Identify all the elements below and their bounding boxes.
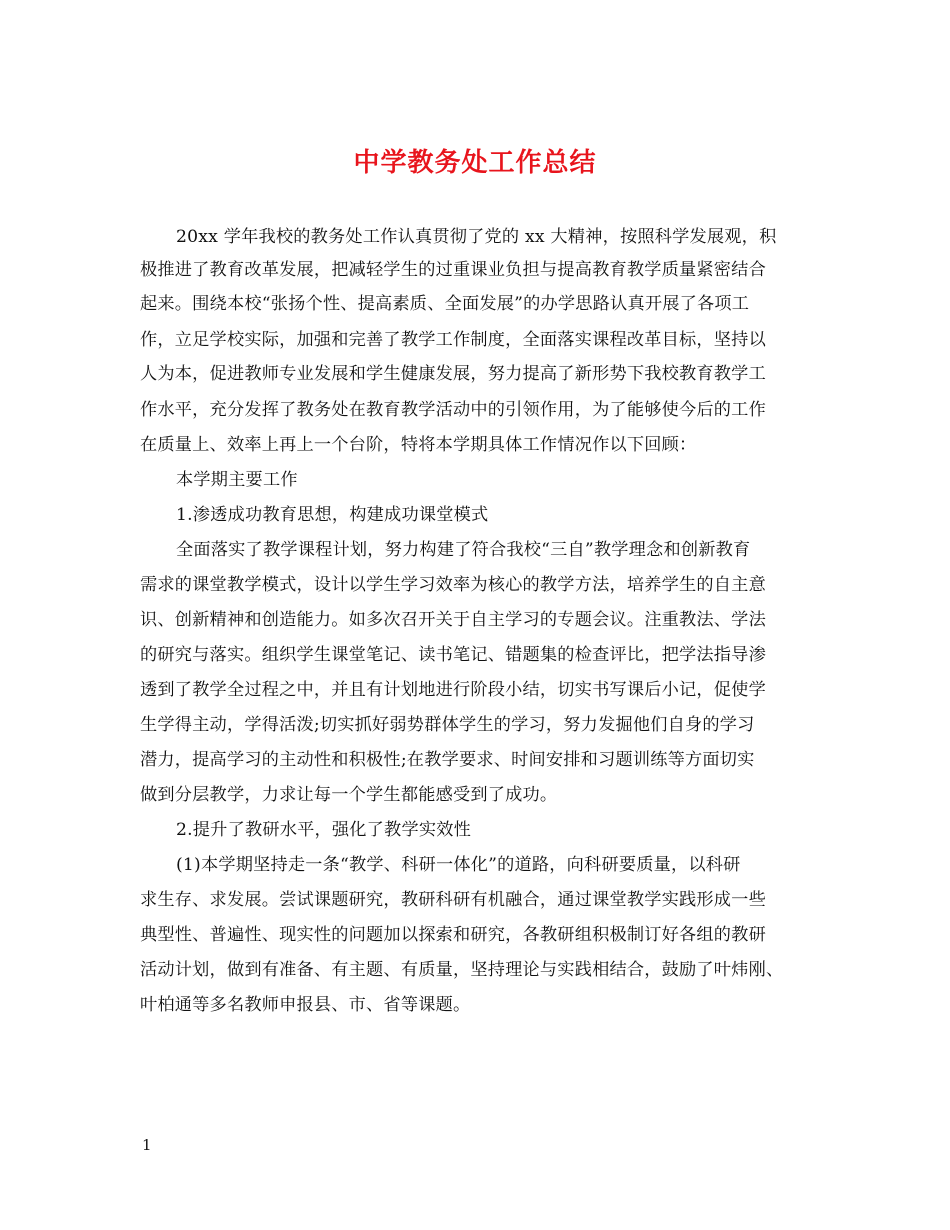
paragraph-line: 生学得主动，学得活泼;切实抓好弱势群体学生的学习，努力发掘他们自身的学习 xyxy=(140,715,755,735)
paragraph-line: 识、创新精神和创造能力。如多次召开关于自主学习的专题会议。注重教法、学法 xyxy=(140,610,766,630)
paragraph-line: 作，立足学校实际，加强和完善了教学工作制度，全面落实课程改革目标，坚持以 xyxy=(140,330,766,350)
paragraph-line: 做到分层教学，力求让每一个学生都能感受到了成功。 xyxy=(140,785,558,805)
paragraph-line: 全面落实了教学课程计划，努力构建了符合我校“三自”教学理念和创新教育 xyxy=(176,540,751,560)
paragraph-line: 的研究与落实。组织学生课堂笔记、读书笔记、错题集的检查评比，把学法指导渗 xyxy=(140,645,766,665)
paragraph-line: 在质量上、效率上再上一个台阶，特将本学期具体工作情况作以下回顾： xyxy=(140,435,697,455)
paragraph-line: 需求的课堂教学模式，设计以学生学习效率为核心的教学方法，培养学生的自主意 xyxy=(140,575,766,595)
page-number: 1 xyxy=(142,1136,152,1154)
paragraph-line: 20xx 学年我校的教务处工作认真贯彻了党的 xx 大精神，按照科学发展观，积 xyxy=(176,227,777,247)
section-heading: 2.提升了教研水平，强化了教学实效性 xyxy=(176,820,472,840)
paragraph-line: 求生存、求发展。尝试课题研究，教研科研有机融合，通过课堂教学实践形成一些 xyxy=(140,890,766,910)
paragraph-line: (1)本学期坚持走一条“教学、科研一体化”的道路，向科研要质量，以科研 xyxy=(176,855,741,875)
paragraph-line: 起来。围绕本校“张扬个性、提高素质、全面发展”的办学思路认真开展了各项工 xyxy=(140,294,750,314)
paragraph-line: 人为本，促进教师专业发展和学生健康发展，努力提高了新形势下我校教育教学工 xyxy=(140,364,766,384)
paragraph-line: 作水平，充分发挥了教务处在教育教学活动中的引领作用，为了能够使今后的工作 xyxy=(140,400,766,420)
paragraph-line: 叶柏通等多名教师申报县、市、省等课题。 xyxy=(140,995,471,1015)
document-title: 中学教务处工作总结 xyxy=(353,148,597,178)
section-heading: 1.渗透成功教育思想，构建成功课堂模式 xyxy=(176,505,489,525)
paragraph-line: 极推进了教育改革发展，把减轻学生的过重课业负担与提高教育教学质量紧密结合 xyxy=(140,260,766,280)
paragraph-line: 典型性、普遍性、现实性的问题加以探索和研究，各教研组积极制订好各组的教研 xyxy=(140,925,766,945)
section-heading: 本学期主要工作 xyxy=(176,470,298,490)
paragraph-line: 透到了教学全过程之中，并且有计划地进行阶段小结，切实书写课后小记，促使学 xyxy=(140,680,766,700)
paragraph-line: 潜力，提高学习的主动性和积极性;在教学要求、时间安排和习题训练等方面切实 xyxy=(140,750,755,770)
paragraph-line: 活动计划，做到有准备、有主题、有质量，坚持理论与实践相结合，鼓励了叶炜刚、 xyxy=(140,960,784,980)
